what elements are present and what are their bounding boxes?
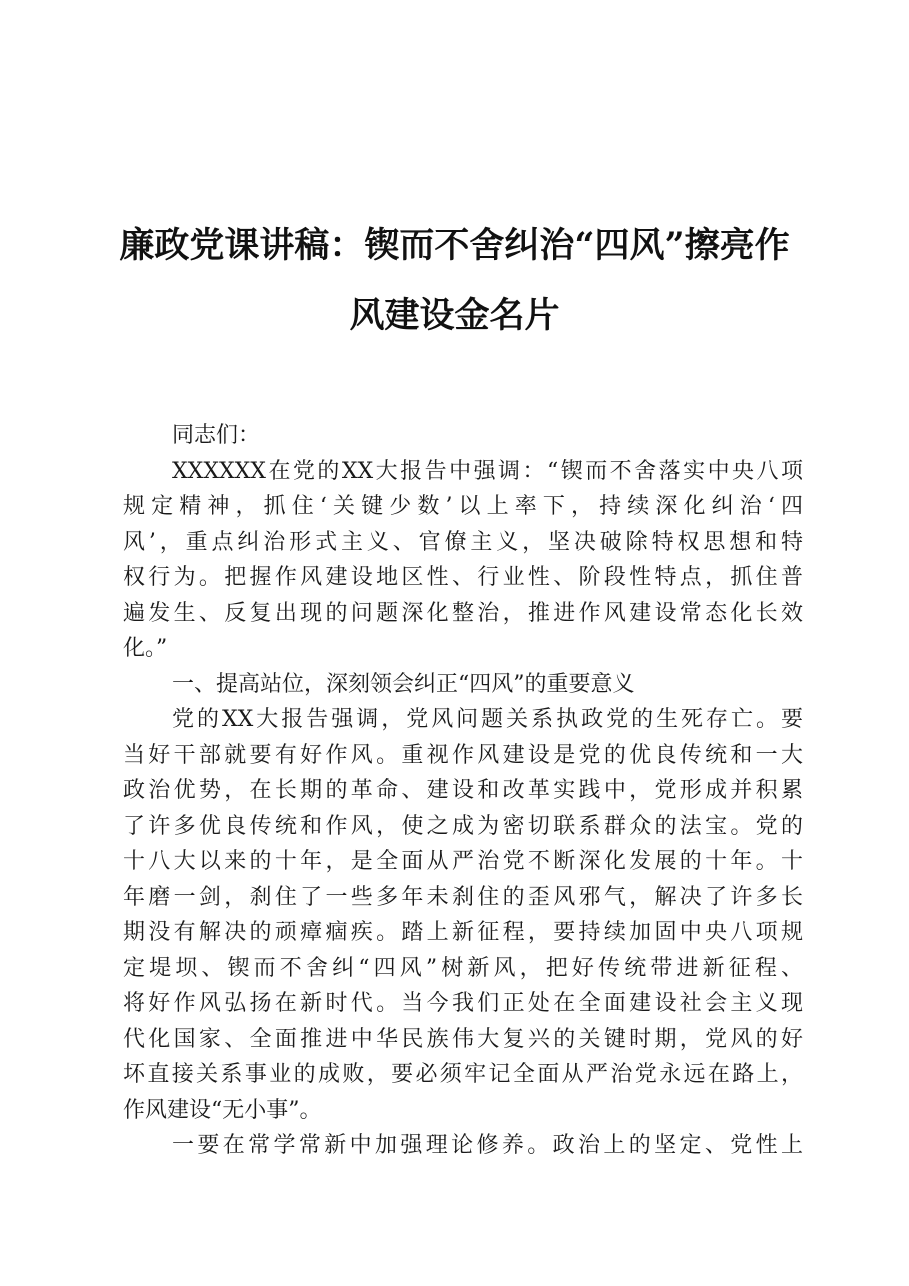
- body-line: 政治优势，在长期的革命、建设和改革实践中，党形成并积累: [123, 778, 803, 803]
- body-line: 了许多优良传统和作风，使之成为密切联系群众的法宝。党的: [123, 813, 803, 839]
- body-line: 遍发生、反复出现的问题深化整治，推进作风建设常态化长效: [123, 600, 803, 626]
- document-title-line-2: 风建设金名片: [349, 295, 560, 336]
- body-line: 化。”: [123, 636, 168, 661]
- body-line: 规定精神，抓住‘关键少数’以上率下，持续深化纠治‘四: [123, 494, 803, 519]
- body-line: 作风建设“无小事”。: [123, 1097, 322, 1123]
- body-line: XXXXXX在党的XX大报告中强调：“锲而不舍落实中央八项: [172, 458, 803, 484]
- body-line: 坏直接关系事业的成败，要必须牢记全面从严治党永远在路上，: [123, 1062, 803, 1087]
- body-line: 同志们：: [172, 423, 261, 448]
- body-line: 代化国家、全面推进中华民族伟大复兴的关键时期，党风的好: [123, 1026, 803, 1052]
- body-line: 权行为。把握作风建设地区性、行业性、阶段性特点，抓住普: [123, 565, 803, 590]
- body-line: 风’，重点纠治形式主义、官僚主义，坚决破除特权思想和特: [123, 529, 803, 555]
- body-line: 定堤坝、锲而不舍纠“四风”树新风，把好传统带进新征程、: [123, 955, 803, 981]
- body-line: 党的XX大报告强调，党风问题关系执政党的生死存亡。要: [172, 707, 803, 732]
- body-line: 年磨一剑，刹住了一些多年未刹住的歪风邪气，解决了许多长: [123, 884, 803, 910]
- body-line: 将好作风弘扬在新时代。当今我们正处在全面建设社会主义现: [123, 991, 803, 1016]
- body-line: 一要在常学常新中加强理论修养。政治上的坚定、党性上: [172, 1133, 803, 1158]
- body-line: 期没有解决的顽瘴痼疾。踏上新征程，要持续加固中央八项规: [123, 920, 803, 945]
- document-body: [123, 418, 803, 1164]
- body-line: 十八大以来的十年，是全面从严治党不断深化发展的十年。十: [123, 849, 803, 874]
- body-line: 一、提高站位，深刻领会纠正“四风”的重要意义: [172, 671, 635, 697]
- document-title-line-1: 廉政党课讲稿：锲而不舍纠治“四风”擦亮作: [119, 225, 790, 266]
- body-line: 当好干部就要有好作风。重视作风建设是党的优良传统和一大: [123, 742, 803, 768]
